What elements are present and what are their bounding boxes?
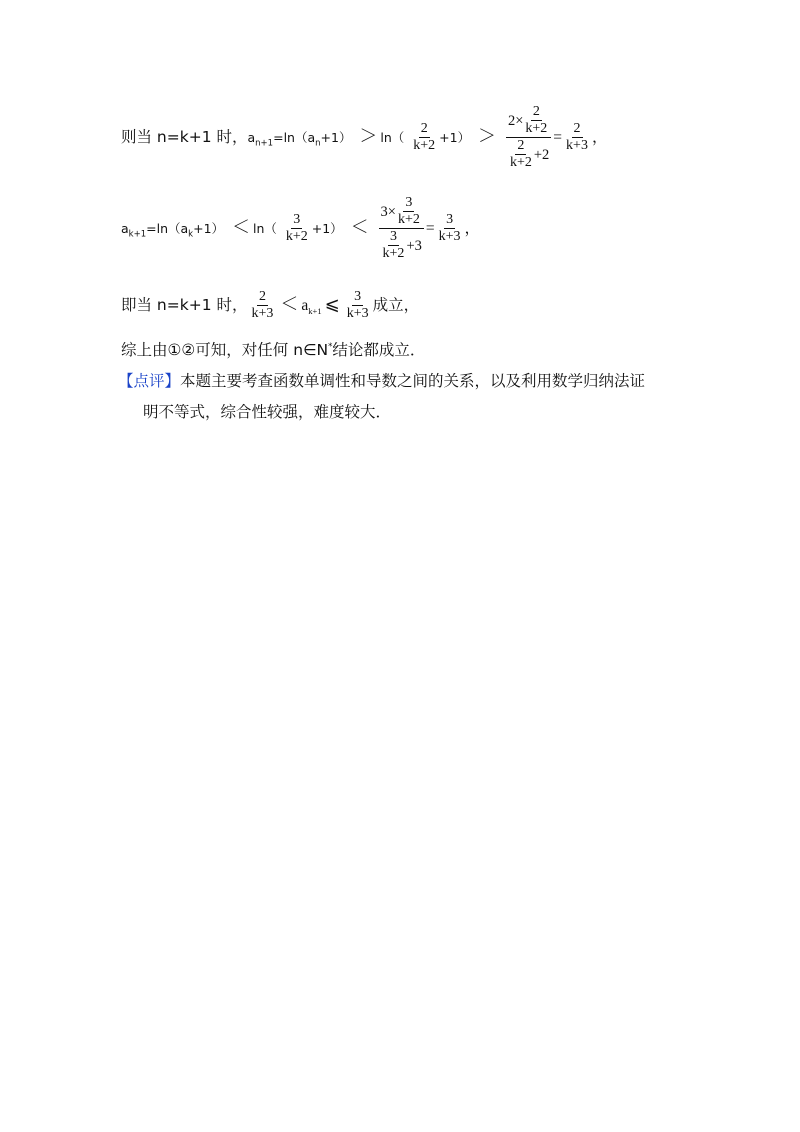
induction-conclusion-line (121, 289, 419, 322)
line1-fraction-2-over-k2: $\frac{2}{k+2}$ (413, 121, 436, 153)
line1-an-sub: n (315, 138, 321, 149)
line1-compound-fraction: 2× $\frac{2}{k+2}$ $\frac{2}{k+2}$ +2 (507, 104, 550, 170)
line2-eq-ln: =ln（a (146, 221, 189, 236)
induction-line-lower-bound (121, 104, 607, 171)
line2-comma: ， (464, 219, 481, 237)
comment-text-1: 本题主要考查函数单调性和导数之间的关系，以及利用数学归纳法证 (180, 372, 646, 390)
comment-line-2 (143, 400, 391, 422)
line1-prefix: 则当 n=k+1 时， (121, 128, 248, 146)
line2-a-sub: k+1 (128, 229, 147, 240)
line2-eq: = (425, 220, 435, 237)
line2-lt2: ＜ (350, 217, 369, 238)
line2-a: a (121, 221, 129, 236)
line2-ln: ln（ (252, 221, 277, 236)
summary-sup: * (328, 341, 333, 352)
comment-tag: 【点评】 (118, 372, 181, 390)
line1-a-sub: n+1 (255, 138, 274, 149)
line1-eq-ln: =ln（a (273, 130, 316, 145)
line3-right-fraction: $\frac{3}{k+3}$ (346, 289, 369, 321)
line2-fraction-3-over-k2: $\frac{3}{k+2}$ (285, 212, 308, 244)
line1-result-fraction: $\frac{2}{k+3}$ (566, 121, 588, 153)
line2-compound-fraction: 3× $\frac{3}{k+2}$ $\frac{3}{k+2}$ +3 (380, 195, 422, 261)
line2-ak-sub: k (188, 229, 194, 240)
line2-result-fraction: $\frac{3}{k+3}$ (438, 212, 461, 244)
comment-text-2: 明不等式，综合性较强，难度较大． (143, 403, 392, 421)
line3-suffix: 成立， (372, 296, 420, 314)
line3-a: a (301, 297, 309, 314)
line3-prefix: 即当 n=k+1 时， (121, 296, 248, 314)
line3-a-sub: k+1 (308, 306, 322, 317)
line2-tail: +1） (193, 221, 225, 236)
summary-text-b: 结论都成立． (332, 341, 426, 359)
line2-plus1: +1） (311, 221, 343, 236)
line1-comma: ， (591, 128, 608, 146)
comment-line-1 (118, 369, 645, 391)
line1-tail: +1） (320, 130, 352, 145)
line2-lt: ＜ (231, 217, 250, 238)
line1-ln: ln（ (380, 130, 405, 145)
line1-a: a (247, 130, 256, 145)
summary-text-a: 综上由①②可知，对任何 n∈N (121, 341, 329, 359)
line1-plus1: +1） (439, 130, 471, 145)
line3-le: ⩽ (324, 294, 340, 315)
line3-lt: ＜ (280, 294, 299, 315)
induction-line-upper-bound (121, 195, 480, 262)
line1-eq: = (553, 129, 563, 146)
line1-gt2: ＞ (478, 126, 497, 147)
summary-line (121, 338, 425, 360)
line3-left-fraction: $\frac{2}{k+3}$ (251, 289, 274, 321)
line1-gt: ＞ (359, 126, 378, 147)
